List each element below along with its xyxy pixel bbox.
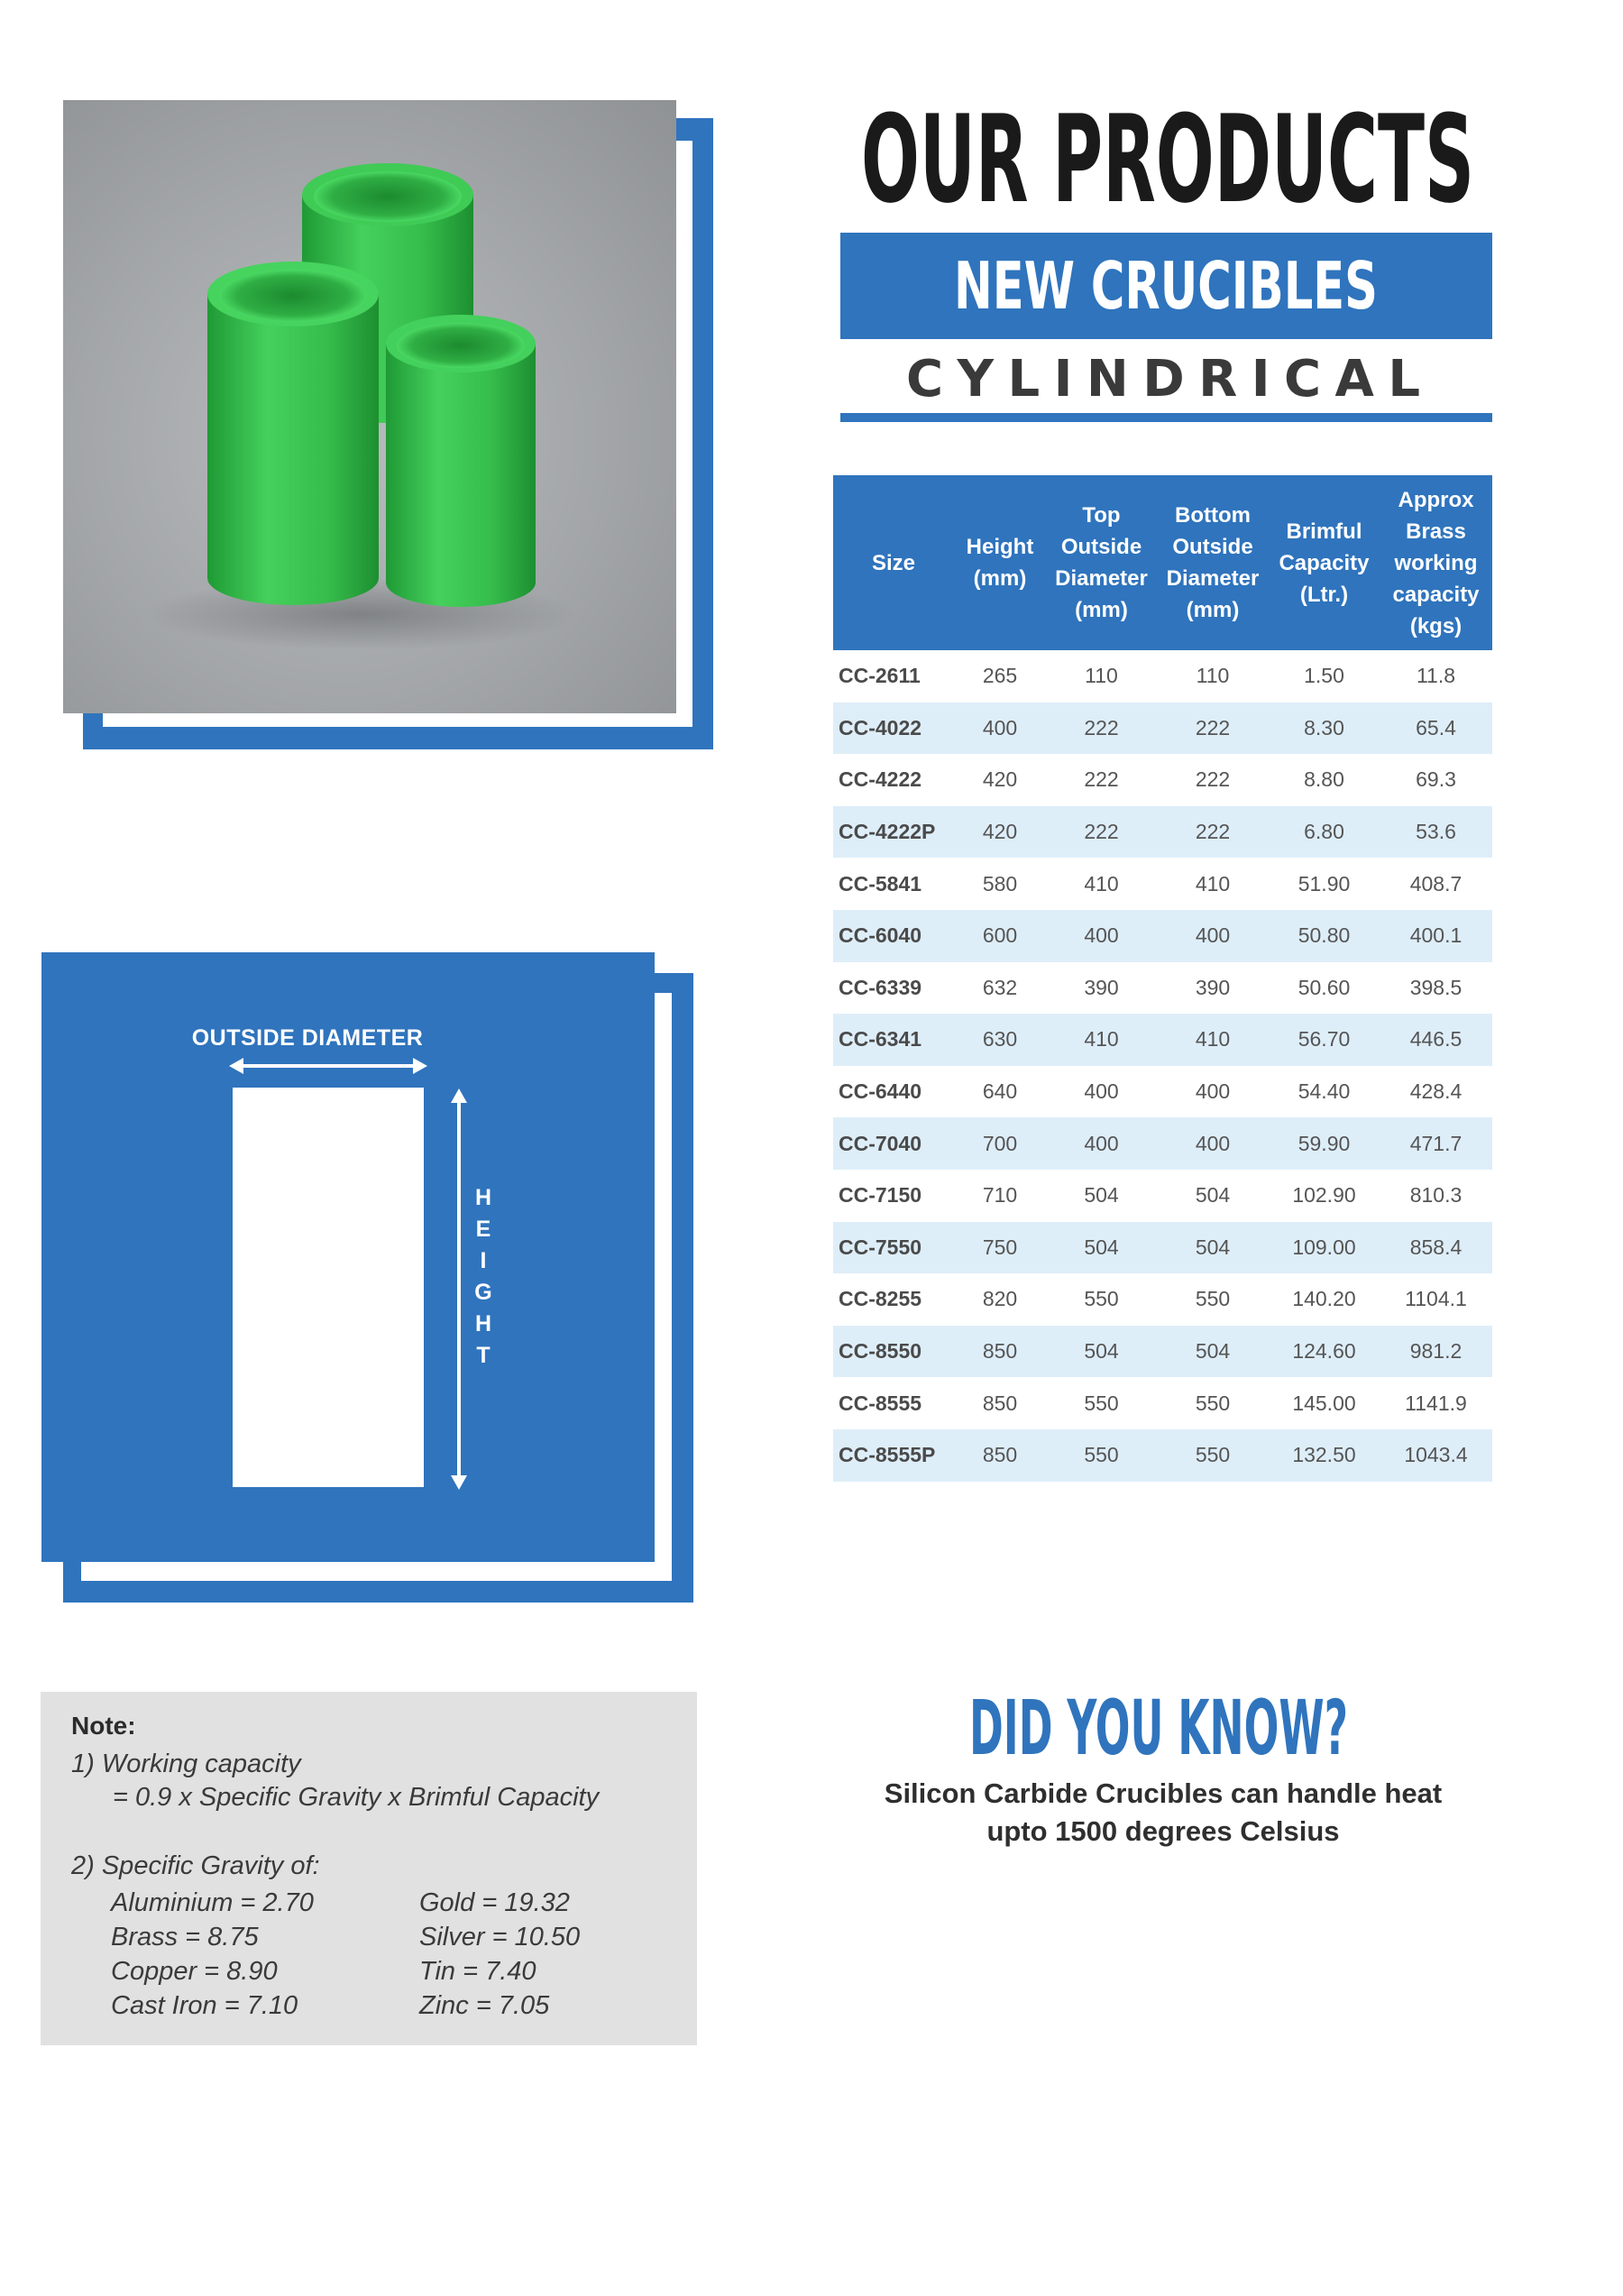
cell-size: CC-7550 bbox=[833, 1222, 954, 1274]
cell-size: CC-8555 bbox=[833, 1377, 954, 1429]
gravity-zinc: Zinc = 7.05 bbox=[419, 1991, 550, 2020]
cell: 145.00 bbox=[1269, 1377, 1380, 1429]
gravity-copper: Copper = 8.90 bbox=[111, 1957, 278, 1986]
cell-size: CC-6040 bbox=[833, 910, 954, 962]
header-rule bbox=[840, 413, 1492, 422]
table-row bbox=[833, 1117, 1492, 1170]
cell-size: CC-2611 bbox=[833, 650, 954, 703]
cell: 550 bbox=[1046, 1273, 1157, 1326]
cell: 700 bbox=[954, 1117, 1046, 1170]
cell: 222 bbox=[1157, 703, 1269, 755]
did-you-know-line1: Silicon Carbide Crucibles can handle heat bbox=[884, 1777, 1443, 1809]
cell: 420 bbox=[954, 754, 1046, 806]
cell: 102.90 bbox=[1269, 1170, 1380, 1222]
cell-size: CC-8255 bbox=[833, 1273, 954, 1326]
cell: 50.60 bbox=[1269, 962, 1380, 1015]
did-you-know-line2: upto 1500 degrees Celsius bbox=[986, 1815, 1340, 1847]
header-brimful-capacity: Brimful Capacity (Ltr.) bbox=[1269, 475, 1380, 650]
gravity-gold: Gold = 19.32 bbox=[419, 1888, 570, 1917]
table-row bbox=[833, 858, 1492, 910]
header-bottom-diameter: Bottom Outside Diameter (mm) bbox=[1157, 475, 1269, 650]
dimension-diagram bbox=[41, 952, 655, 1562]
cell: 710 bbox=[954, 1170, 1046, 1222]
page-title bbox=[843, 86, 1492, 230]
height-label: H E I G H T bbox=[474, 1185, 492, 1368]
cell: 1043.4 bbox=[1380, 1429, 1492, 1482]
did-you-know-body bbox=[848, 1775, 1479, 1851]
cell: 222 bbox=[1046, 754, 1157, 806]
note-item1-line1: 1) Working capacity bbox=[71, 1750, 301, 1778]
cell-size: CC-4222 bbox=[833, 754, 954, 806]
dimension-drawing bbox=[41, 952, 655, 1562]
cell: 420 bbox=[954, 806, 1046, 859]
subtitle-text: NEW CRUCIBLES bbox=[954, 248, 1378, 324]
table-row bbox=[833, 806, 1492, 859]
table-row bbox=[833, 1014, 1492, 1066]
cell: 632 bbox=[954, 962, 1046, 1015]
cell: 390 bbox=[1157, 962, 1269, 1015]
cell: 630 bbox=[954, 1014, 1046, 1066]
cell: 428.4 bbox=[1380, 1066, 1492, 1118]
cell: 446.5 bbox=[1380, 1014, 1492, 1066]
header-brass-capacity: Approx Brass working capacity (kgs) bbox=[1380, 475, 1492, 650]
crucible-silhouette bbox=[233, 1088, 424, 1487]
cell-size: CC-8550 bbox=[833, 1326, 954, 1378]
cell: 550 bbox=[1157, 1377, 1269, 1429]
table-row bbox=[833, 962, 1492, 1015]
cell: 504 bbox=[1046, 1222, 1157, 1274]
table-row bbox=[833, 703, 1492, 755]
cell: 504 bbox=[1157, 1170, 1269, 1222]
cell: 390 bbox=[1046, 962, 1157, 1015]
cell: 51.90 bbox=[1269, 858, 1380, 910]
cell: 6.80 bbox=[1269, 806, 1380, 859]
table-row bbox=[833, 1273, 1492, 1326]
cell: 400 bbox=[1046, 1117, 1157, 1170]
cell: 400 bbox=[1157, 1066, 1269, 1118]
cell-size: CC-8555P bbox=[833, 1429, 954, 1482]
cell: 59.90 bbox=[1269, 1117, 1380, 1170]
table-row bbox=[833, 754, 1492, 806]
cell-size: CC-4222P bbox=[833, 806, 954, 859]
cell: 222 bbox=[1157, 806, 1269, 859]
cell: 11.8 bbox=[1380, 650, 1492, 703]
cell: 53.6 bbox=[1380, 806, 1492, 859]
note-item1-line2: = 0.9 x Specific Gravity x Brimful Capacity bbox=[113, 1783, 600, 1812]
cell: 504 bbox=[1046, 1170, 1157, 1222]
cell: 410 bbox=[1157, 858, 1269, 910]
cell-size: CC-6440 bbox=[833, 1066, 954, 1118]
cell: 550 bbox=[1046, 1429, 1157, 1482]
cell-size: CC-6341 bbox=[833, 1014, 954, 1066]
cell: 471.7 bbox=[1380, 1117, 1492, 1170]
page-title-text: OUR PRODUCTS bbox=[861, 89, 1474, 230]
cell: 222 bbox=[1046, 703, 1157, 755]
header-height: Height (mm) bbox=[954, 475, 1046, 650]
crucible-right bbox=[386, 315, 536, 607]
cell: 50.80 bbox=[1269, 910, 1380, 962]
cell: 640 bbox=[954, 1066, 1046, 1118]
table-row bbox=[833, 1429, 1492, 1482]
cell: 550 bbox=[1157, 1273, 1269, 1326]
gravity-tin: Tin = 7.40 bbox=[419, 1957, 536, 1986]
cell: 400 bbox=[954, 703, 1046, 755]
cell: 56.70 bbox=[1269, 1014, 1380, 1066]
cell: 410 bbox=[1157, 1014, 1269, 1066]
cell: 265 bbox=[954, 650, 1046, 703]
cell-size: CC-5841 bbox=[833, 858, 954, 910]
cell: 110 bbox=[1046, 650, 1157, 703]
cell: 132.50 bbox=[1269, 1429, 1380, 1482]
cell: 400 bbox=[1046, 910, 1157, 962]
cell: 504 bbox=[1157, 1326, 1269, 1378]
cell: 400 bbox=[1046, 1066, 1157, 1118]
subtitle-cylindrical-text: CYLINDRICAL bbox=[906, 350, 1420, 409]
header-size: Size bbox=[833, 475, 954, 650]
cell: 408.7 bbox=[1380, 858, 1492, 910]
cell: 1141.9 bbox=[1380, 1377, 1492, 1429]
note-item2-title: 2) Specific Gravity of: bbox=[71, 1851, 320, 1880]
cell: 981.2 bbox=[1380, 1326, 1492, 1378]
gravity-brass: Brass = 8.75 bbox=[111, 1923, 259, 1952]
cell: 222 bbox=[1157, 754, 1269, 806]
cell: 504 bbox=[1046, 1326, 1157, 1378]
table-header-row bbox=[833, 475, 1492, 650]
cell-size: CC-6339 bbox=[833, 962, 954, 1015]
crucibles-illustration bbox=[63, 100, 676, 713]
cell: 410 bbox=[1046, 858, 1157, 910]
cell: 1.50 bbox=[1269, 650, 1380, 703]
table-row bbox=[833, 1170, 1492, 1222]
cell: 8.30 bbox=[1269, 703, 1380, 755]
cell: 750 bbox=[954, 1222, 1046, 1274]
cell: 1104.1 bbox=[1380, 1273, 1492, 1326]
cell: 69.3 bbox=[1380, 754, 1492, 806]
subtitle-cylindrical bbox=[840, 344, 1492, 408]
cell: 398.5 bbox=[1380, 962, 1492, 1015]
table-row bbox=[833, 1377, 1492, 1429]
width-arrow-icon bbox=[229, 1058, 427, 1074]
crucible-left bbox=[207, 262, 379, 605]
cell: 400 bbox=[1157, 910, 1269, 962]
cell: 504 bbox=[1157, 1222, 1269, 1274]
cell: 850 bbox=[954, 1377, 1046, 1429]
cell: 400.1 bbox=[1380, 910, 1492, 962]
gravity-aluminium: Aluminium = 2.70 bbox=[111, 1888, 314, 1917]
cell: 109.00 bbox=[1269, 1222, 1380, 1274]
cell: 600 bbox=[954, 910, 1046, 962]
note-box bbox=[41, 1692, 697, 2045]
cell: 222 bbox=[1046, 806, 1157, 859]
cell: 410 bbox=[1046, 1014, 1157, 1066]
cell: 110 bbox=[1157, 650, 1269, 703]
gravity-cast-iron: Cast Iron = 7.10 bbox=[111, 1991, 298, 2020]
gravity-silver: Silver = 10.50 bbox=[419, 1923, 581, 1952]
cell: 810.3 bbox=[1380, 1170, 1492, 1222]
did-you-know-title bbox=[902, 1677, 1416, 1772]
cell: 850 bbox=[954, 1326, 1046, 1378]
header-top-diameter: Top Outside Diameter (mm) bbox=[1046, 475, 1157, 650]
cell: 54.40 bbox=[1269, 1066, 1380, 1118]
cell-size: CC-7150 bbox=[833, 1170, 954, 1222]
cell: 858.4 bbox=[1380, 1222, 1492, 1274]
cell: 850 bbox=[954, 1429, 1046, 1482]
cell: 580 bbox=[954, 858, 1046, 910]
specification-table bbox=[833, 475, 1492, 1482]
table-row bbox=[833, 1066, 1492, 1118]
table-row bbox=[833, 910, 1492, 962]
cell: 140.20 bbox=[1269, 1273, 1380, 1326]
cell: 8.80 bbox=[1269, 754, 1380, 806]
table-row bbox=[833, 1326, 1492, 1378]
cell: 400 bbox=[1157, 1117, 1269, 1170]
cell: 65.4 bbox=[1380, 703, 1492, 755]
cell: 124.60 bbox=[1269, 1326, 1380, 1378]
table-row bbox=[833, 650, 1492, 703]
subtitle-band bbox=[840, 233, 1492, 339]
cell: 550 bbox=[1046, 1377, 1157, 1429]
table-row bbox=[833, 1222, 1492, 1274]
cell-size: CC-7040 bbox=[833, 1117, 954, 1170]
did-you-know-text: DID YOU KNOW? bbox=[969, 1684, 1348, 1772]
outside-diameter-label: OUTSIDE DIAMETER bbox=[191, 1025, 424, 1051]
note-title: Note: bbox=[71, 1712, 136, 1740]
cell: 820 bbox=[954, 1273, 1046, 1326]
product-photo bbox=[63, 100, 676, 713]
cell: 550 bbox=[1157, 1429, 1269, 1482]
cell-size: CC-4022 bbox=[833, 703, 954, 755]
